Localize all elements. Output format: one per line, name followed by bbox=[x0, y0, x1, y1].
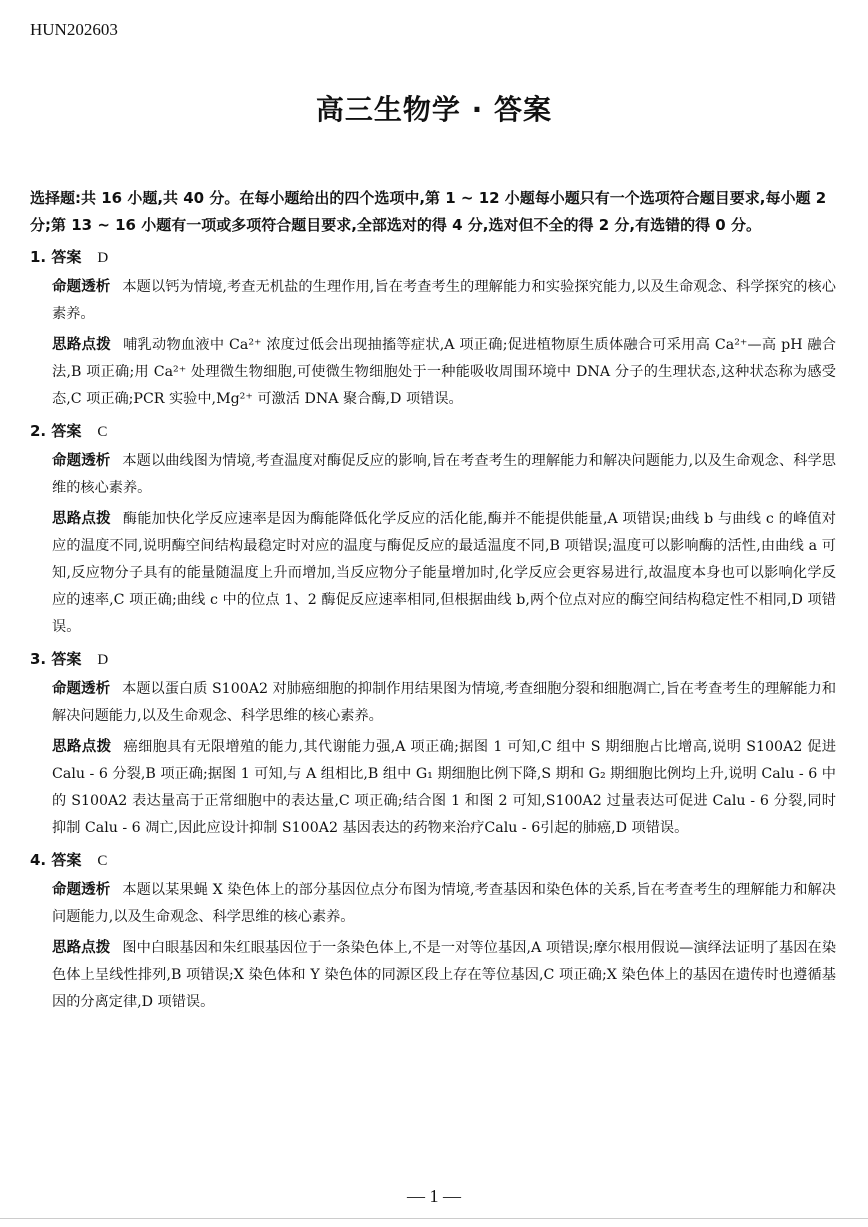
answer-letter: C bbox=[97, 424, 108, 440]
answer-label: 2. 答案 bbox=[30, 422, 82, 440]
intent-label: 命题透析 bbox=[52, 681, 111, 697]
section-intro: 选择题:共 16 小题,共 40 分。在每小题给出的四个选项中,第 1 ~ 12 小题每小题只有一个选项符合题目要求,每小题 2 分;第 13 ~ 16 小题有一项或多项符合题目要求,全部选对的得 4 分,选对但不全的得 2 分,有选错的得 0 分。 bbox=[30, 189, 827, 234]
analysis-label: 思路点拨 bbox=[52, 739, 112, 755]
answer-label: 1. 答案 bbox=[30, 248, 82, 266]
intent-text: 本题以某果蝇 X 染色体上的部分基因位点分布图为情境,考查基因和染色体的关系,旨在考查考生的理解能力和解决问题能力,以及生命观念、科学思维的核心素养。 bbox=[52, 882, 836, 925]
analysis-label: 思路点拨 bbox=[52, 511, 111, 527]
exam-code: HUN202603 bbox=[30, 20, 118, 39]
analysis-paragraph bbox=[52, 734, 836, 842]
intent-text: 本题以钙为情境,考查无机盐的生理作用,旨在考查考生的理解能力和实验探究能力,以及生命观念、科学探究的核心素养。 bbox=[52, 279, 836, 322]
answer-line bbox=[30, 645, 836, 674]
question-3 bbox=[30, 645, 836, 842]
answer-line bbox=[30, 243, 836, 272]
answer-letter: D bbox=[97, 250, 109, 266]
question-4 bbox=[30, 846, 836, 1016]
question-1 bbox=[30, 243, 836, 413]
intent-text: 本题以曲线图为情境,考查温度对酶促反应的影响,旨在考查考生的理解能力和解决问题能力,以及生命观念、科学思维的核心素养。 bbox=[52, 453, 836, 496]
intent-label: 命题透析 bbox=[52, 882, 111, 898]
answer-line bbox=[30, 417, 836, 446]
analysis-text: 酶能加快化学反应速率是因为酶能降低化学反应的活化能,酶并不能提供能量,A 项错误;曲线 b 与曲线 c 的峰值对应的温度不同,说明酶空间结构最稳定时对应的温度与酶促反应的最适温度不同,B 项错误;温度可以影响酶的活性,由曲线 a 可知,反应物分子具有的能量随温度上升而增加,当反应物分子能量增加时,化学反应会更容易进行,故温度本身也可以影响化学反应的速率,C 项正确;曲线 c 中的位点 1、2 酶促反应速率相同,但根据曲线 b,两个位点对应的酶空间结构稳定性不相同,D 项错误。 bbox=[52, 511, 836, 635]
intent-paragraph bbox=[52, 274, 836, 328]
answer-label: 4. 答案 bbox=[30, 851, 82, 869]
analysis-text: 图中白眼基因和朱红眼基因位于一条染色体上,不是一对等位基因,A 项错误;摩尔根用假说—演绎法证明了基因在染色体上呈线性排列,B 项错误;X 染色体和 Y 染色体的同源区段上存在等位基因,C 项正确;X 染色体上的基因在遗传时也遵循基因的分离定律,D 项错误。 bbox=[52, 940, 837, 1010]
answer-label: 3. 答案 bbox=[30, 650, 82, 668]
analysis-paragraph bbox=[52, 506, 836, 641]
answer-letter: C bbox=[97, 853, 108, 869]
page-title: 高三生物学 · 答案 bbox=[315, 93, 553, 126]
content bbox=[30, 185, 836, 1020]
analysis-label: 思路点拨 bbox=[52, 337, 112, 353]
analysis-text: 癌细胞具有无限增殖的能力,其代谢能力强,A 项正确;据图 1 可知,C 组中 S 期细胞占比增高,说明 S100A2 促进 Calu - 6 分裂,B 项正确;据图 1 可知,与 A 组相比,B 组中 G₁ 期细胞比例下降,S 期和 G₂ 期细胞比例均上升,说明 Calu - 6 中的 S100A2 表达量高于正常细胞中的表达量,C 项正确;结合图 1 和图 2 可知,S100A2 过量表达可促进 Calu - 6 分裂,同时抑制 Calu - 6 凋亡,因此应设计抑制 S100A2 基因表达的药物来治疗Calu - 6引起的肺癌,D 项错误。 bbox=[52, 739, 836, 836]
intent-label: 命题透析 bbox=[52, 279, 111, 295]
analysis-label: 思路点拨 bbox=[52, 940, 111, 956]
intent-label: 命题透析 bbox=[52, 453, 111, 469]
question-2 bbox=[30, 417, 836, 641]
intent-paragraph bbox=[52, 448, 836, 502]
analysis-text: 哺乳动物血液中 Ca²⁺ 浓度过低会出现抽搐等症状,A 项正确;促进植物原生质体融合可采用高 Ca²⁺—高 pH 融合法,B 项正确;用 Ca²⁺ 处理微生物细胞,可使微生物细胞处于一种能吸收周围环境中 DNA 分子的生理状态,这种状态称为感受态,C 项正确;PCR 实验中,Mg²⁺ 可激活 DNA 聚合酶,D 项错误。 bbox=[52, 337, 836, 407]
intent-text: 本题以蛋白质 S100A2 对肺癌细胞的抑制作用结果图为情境,考查细胞分裂和细胞凋亡,旨在考查考生的理解能力和解决问题能力,以及生命观念、科学思维的核心素养。 bbox=[52, 681, 837, 724]
analysis-paragraph bbox=[52, 935, 836, 1016]
page-number: — 1 — bbox=[407, 1186, 461, 1206]
intent-paragraph bbox=[52, 877, 836, 931]
bottom-divider bbox=[0, 1218, 868, 1219]
intent-paragraph bbox=[52, 676, 836, 730]
analysis-paragraph bbox=[52, 332, 836, 413]
answer-line bbox=[30, 846, 836, 875]
answer-letter: D bbox=[97, 652, 109, 668]
